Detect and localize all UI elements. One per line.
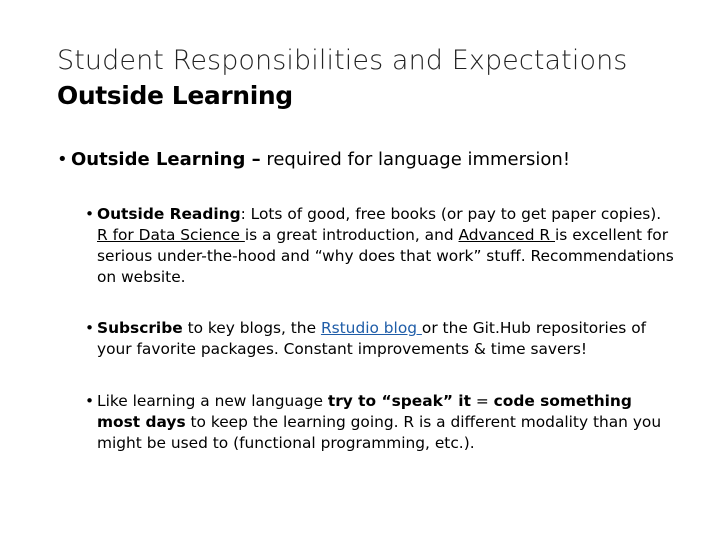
outside-reading-label: Outside Reading xyxy=(97,205,241,223)
bullet3-text-2: = xyxy=(470,392,494,410)
sub-bullet-text xyxy=(97,204,675,288)
code-something-bold: code something most days xyxy=(97,392,632,431)
title-line-2: Outside Learning xyxy=(57,81,293,110)
main-bullet xyxy=(57,146,677,174)
speak-it-bold: try to “speak” it xyxy=(327,392,471,410)
sub-bullet-text xyxy=(97,391,675,454)
bullet-dot: • xyxy=(85,205,95,223)
bullet-dot: • xyxy=(85,392,95,410)
bullet1-text-2: is a great introduction, and xyxy=(244,226,459,244)
sub-bullet-subscribe xyxy=(85,318,675,360)
slide-title xyxy=(57,44,677,112)
rstudio-blog-link[interactable]: Rstudio blog xyxy=(320,319,422,337)
main-bullet-text: required for language immersion! xyxy=(260,149,571,170)
bullet3-text-3: to keep the learning going. R is a different modality than you might be used to (functional programming, etc.). xyxy=(97,413,662,452)
sub-bullet-outside-reading xyxy=(85,204,675,288)
sub-bullet-text xyxy=(97,318,675,360)
bullet1-text-3: is excellent for serious under-the-hood and “why does that work” stuff. Recommendations on website. xyxy=(97,226,674,286)
subscribe-label: Subscribe xyxy=(97,319,183,337)
advanced-r-link[interactable]: Advanced R xyxy=(458,226,556,244)
bullet2-text-2: or the Git.Hub repositories of your favorite packages. Constant improvements & time savers! xyxy=(97,319,647,358)
main-bullet-bold: Outside Learning – xyxy=(71,149,261,170)
title-line-1: Student Responsibilities and Expectations xyxy=(57,45,628,76)
bullet1-text-1: : Lots of good, free books (or pay to get paper copies). xyxy=(240,205,662,223)
bullet2-text-1: to key blogs, the xyxy=(182,319,321,337)
sub-bullet-practice xyxy=(85,391,675,454)
r-for-data-science-link[interactable]: R for Data Science xyxy=(97,226,245,244)
bullet3-text-1: Like learning a new language xyxy=(97,392,328,410)
bullet-dot: • xyxy=(85,319,95,337)
bullet-dot: • xyxy=(57,149,68,170)
